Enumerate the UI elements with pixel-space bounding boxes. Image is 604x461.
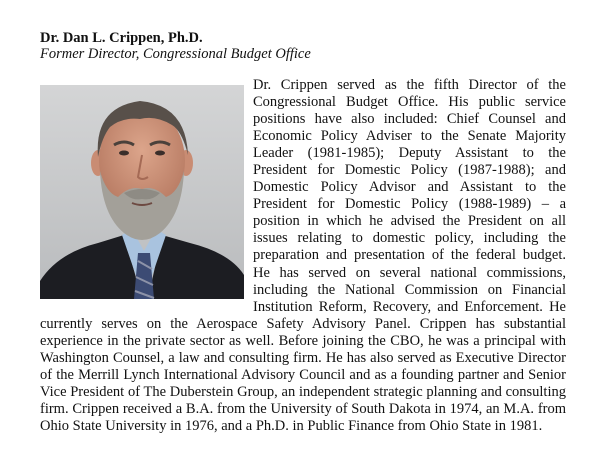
- person-name: Dr. Dan L. Crippen, Ph.D.: [40, 30, 203, 46]
- person-title: Former Director, Congressional Budget Office: [40, 46, 311, 62]
- portrait-photo: [40, 85, 244, 299]
- bio-text: Dr. Crippen served as the fifth Director of the Congressional Budget Office. His public service positions have also included: Chief Counsel and Economic Policy Adviser to the Senate Majority Leader (1981-1985); Deputy Assistant to the President for Domestic Policy (1987-1988); and Domestic Policy Advisor and Assistant to the President for Domestic Policy (1988-1989) – a position in which he advised the President on all issues relating to domestic policy, including the preparation and presentation of the federal budget. He has served on several national commissions, including the National Commission on Financial Institution Reform, Recovery, and Enforcement. He currently serves on the Aerospace Safety Advisory Panel. Crippen has substantial experience in the private sector as well. Before joining the CBO, he was a principal with Washington Counsel, a law and consulting firm. He has also served as Executive Director of the Merrill Lynch International Advisory Council and as a founding partner and Senior Vice President of The Duberstein Group, an independent strategic planning and consulting firm. Crippen received a B.A. from the University of South Dakota in 1974, an M.A. from Ohio State University in 1976, and a Ph.D. in Public Finance from Ohio State in 1981.: [40, 77, 566, 434]
- bio-paragraph: [40, 77, 566, 435]
